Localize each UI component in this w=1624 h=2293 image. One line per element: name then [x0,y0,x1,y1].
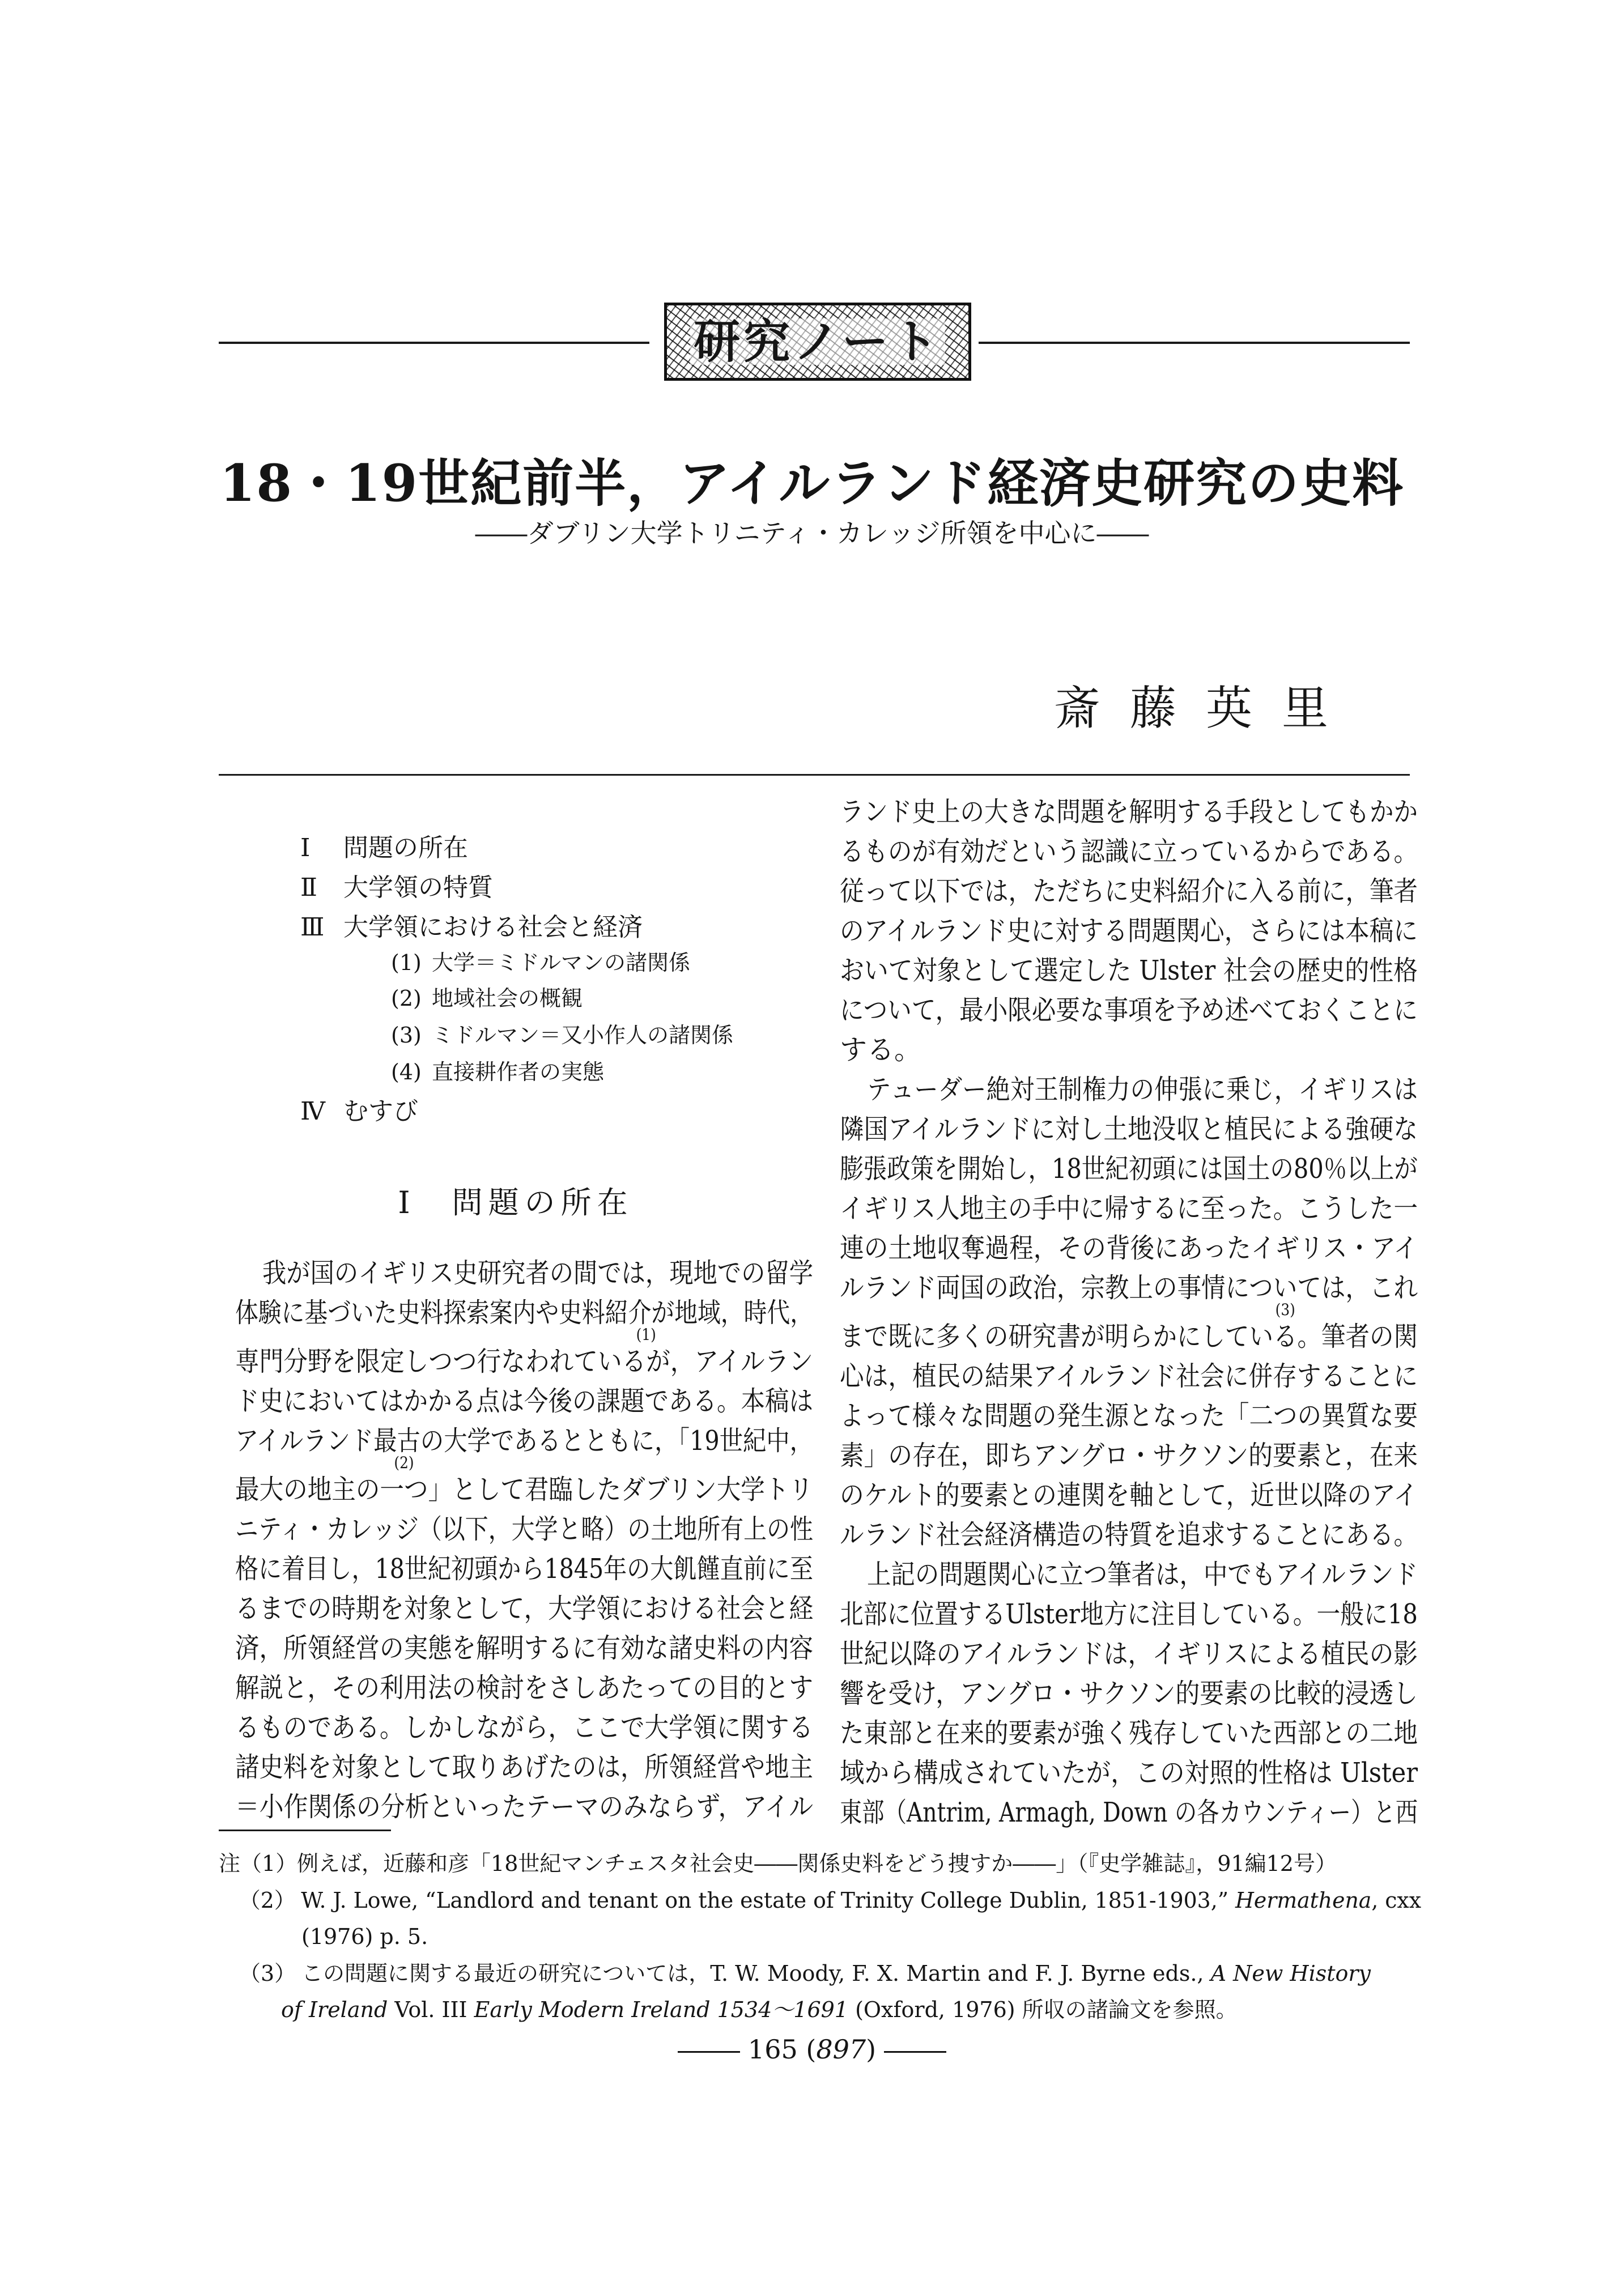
toc-number: Ⅳ [300,1097,325,1126]
text-line-content: 素」の存在，即ちアングロ・サクソン的要素と，在来 [840,1440,1418,1471]
text-line [840,1070,1418,1109]
footnote-label: （3） [239,1961,296,1986]
title-divider [219,774,1410,776]
note-anchor [1273,1300,1298,1356]
text-line [235,1509,813,1549]
text-segment: 」として君臨したダブリン大学トリ [428,1474,813,1505]
footnote-text: 例えば，近藤和彦「18世紀マンチェスタ社会史――関係史料をどう捜すか――」（『史学雑誌』，91編12号） [297,1851,1337,1876]
text-line [840,1515,1418,1555]
badge-label: 研究ノート [690,318,945,365]
text-line [235,1668,813,1708]
text-line-content: ＝小作関係の分析といったテーマのみならず，アイル [235,1791,813,1823]
section-badge [664,303,971,381]
footnote-2 [239,1882,1421,1918]
text-line-content: 格に着目し，18世紀初頭から1845年の大飢饉直前に至 [235,1553,813,1585]
text-line-content: のケルト的要素との連関を軸として，近世以降のアイ [840,1479,1418,1511]
body-column-left [235,1253,813,1827]
text-line-content [235,1325,813,1381]
text-line [840,1149,1418,1189]
text-line-content: 我が国のイギリス史研究者の間では，現地での留学 [262,1257,813,1289]
article-subtitle [215,513,1409,550]
text-line [235,1628,813,1668]
text-line-content: 域から構成されていたが，この対照的性格は Ulster [840,1757,1418,1789]
text-line [840,1030,1418,1070]
text-line [840,1436,1418,1475]
toc-label: むすび [343,1097,418,1126]
text-line [840,871,1418,911]
text-line [235,1293,813,1333]
text-line-content: する。 [840,1034,922,1066]
text-segment: ，アイルラン [670,1346,813,1377]
text-line-content: ランド史上の大きな問題を解明する手段としてもかか [840,796,1418,828]
text-line-content: について，最小限必要な事項を予め述べておくことに [840,994,1418,1026]
toc-number: Ⅱ [300,873,317,902]
text-segment: 最大の地主の [235,1474,380,1505]
footnote-marker[interactable]: (2) [394,1453,414,1472]
footnote-text: この問題に関する最近の研究については，T. W. Moody, F. X. Martin and F. J. Byrne eds., [301,1961,1211,1986]
toc-label: 地域社会の概観 [432,986,583,1011]
text-line-content: 従って以下では，ただちに史料紹介に入る前に，筆者 [840,875,1418,907]
footnote-text: (1976) p. 5. [301,1924,428,1949]
text-line [235,1421,813,1461]
text-line-content: 北部に位置するUlster地方に注目している。一般に18 [840,1598,1418,1630]
book-title: A New History [1210,1961,1371,1986]
text-line-content: ルランド社会経済構造の特質を追求することにある。 [840,1519,1418,1551]
article-title-text: 18・19世紀前半，アイルランド経済史研究の史料 [219,453,1405,513]
text-line [840,911,1418,951]
footnote-3 [239,1955,1421,1992]
text-line [840,1396,1418,1436]
text-line [235,1589,813,1628]
text-line [840,832,1418,871]
text-line [235,1708,813,1747]
dash-left [678,2051,740,2053]
page-number [0,2034,1624,2065]
text-line [840,1713,1418,1753]
text-line-content: ド史においてはかかる点は今後の課題である。本稿は [235,1385,813,1417]
text-line-content: 響を受け，アングロ・サクソン的要素の比較的浸透し [840,1678,1418,1709]
footnote-prefix: 注 [219,1851,241,1876]
toc-label: ミドルマン＝又小作人の諸関係 [432,1023,734,1048]
text-line-content: 心は，植民の結果アイルランド社会に併存することに [840,1360,1418,1392]
text-line-content: よって様々な問題の発生源となった「二つの異質な要 [840,1400,1418,1432]
footnote-label: （1） [240,1851,297,1876]
toc-label: 大学領における社会と経済 [343,913,643,942]
section-heading [340,1179,691,1222]
text-line [840,1555,1418,1594]
page-number-value: 165 [747,2034,798,2065]
text-line-content: るものである。しかしながら，ここで大学領に関する [235,1712,813,1743]
book-title: of Ireland [281,1997,388,2022]
paren: ) [866,2034,877,2065]
text-line-content: のアイルランド史に対する問題関心，さらには本稿に [840,915,1418,947]
author-name: 斎藤英里 [1054,682,1358,735]
text-line [235,1747,813,1787]
text-line-content: 隣国アイルランドに対し土地没収と植民による強硬な [840,1113,1418,1145]
text-line-content: 解説と，その利用法の検討をさしあたっての目的とす [235,1672,813,1704]
text-line-content [235,1453,813,1509]
text-line-content: るものが有効だという認識に立っているからである。 [840,836,1418,867]
section-heading-text: Ⅰ 問題の所在 [398,1185,634,1220]
footnote-text: , cxx [1371,1888,1421,1913]
text-line [235,1325,813,1381]
text-line [840,1109,1418,1149]
text-line [235,1253,813,1293]
dash-right [884,2051,946,2053]
text-line-content: 体験に基づいた史料探索案内や史料紹介が地域，時代， [235,1297,813,1329]
footnote-3-continued [281,1992,1421,2028]
toc-label: 問題の所在 [343,833,468,862]
text-line [840,990,1418,1030]
text-line-content: 連の土地収奪過程，その背後にあったイギリス・アイ [840,1232,1418,1264]
text-line-content: アイルランド最古の大学であるとともに，「19世紀中， [235,1425,813,1457]
book-subtitle: Early Modern Ireland 1534～1691 [474,1997,848,2022]
text-line-content: おいて対象として選定した Ulster 社会の歴史的性格 [840,955,1418,986]
toc-number: Ⅲ [300,913,325,942]
footnote-text: W. J. Lowe, “Landlord and tenant on the estate of Trinity College Dublin, 1851-1903,” [301,1888,1236,1913]
toc-number: (3) [391,1023,422,1048]
toc-number: (4) [391,1060,422,1084]
text-line [235,1549,813,1589]
text-line [840,951,1418,990]
journal-title: Hermathena [1235,1888,1372,1913]
volume-page-number: 897 [816,2034,866,2065]
text-line [840,1753,1418,1793]
footnote-label: （2） [239,1888,296,1913]
article-subtitle-text: ――ダブリン大学トリニティ・カレッジ所領を中心に―― [475,518,1149,548]
text-line [840,1674,1418,1713]
article-title [215,442,1409,516]
text-line-content: 上記の問題関心に立つ筆者は，中でもアイルランド [867,1559,1418,1590]
footnote-2-continued [301,1918,1421,1955]
text-segment: 一つ [380,1474,428,1505]
text-line-content: るまでの時期を対象として，大学領における社会と経 [235,1593,813,1624]
text-line [840,1268,1418,1308]
note-anchor [622,1325,670,1381]
text-line [840,792,1418,832]
text-segment: 。筆者の関 [1297,1321,1418,1352]
text-line [840,1475,1418,1515]
footnote-marker[interactable]: (1) [636,1325,656,1344]
text-line-content: 膨張政策を開始し，18世紀初頭には国土の80％以上が [840,1153,1418,1185]
text-line [840,1634,1418,1674]
header-rule-right [979,342,1410,344]
text-segment: まで既に多くの研究書が明らかにしてい [840,1321,1273,1352]
text-segment: る [1273,1321,1298,1352]
text-line-content: ニティ・カレッジ（以下，大学と略）の土地所有上の性 [235,1513,813,1545]
text-line [235,1787,813,1827]
toc-label: 直接耕作者の実態 [432,1060,605,1084]
text-line-content: イギリス人地主の手中に帰するに至った。こうした一 [840,1193,1418,1224]
toc-label: 大学＝ミドルマンの諸関係 [432,950,691,975]
text-line [840,1228,1418,1268]
text-segment: るが [622,1346,670,1377]
footnote-1 [219,1845,1421,1882]
paren: ( [806,2034,817,2065]
text-line-content: 東部（Antrim, Armagh, Down の各カウンティー）と西 [840,1797,1418,1828]
text-segment: 専門分野を限定しつつ行なわれてい [235,1346,622,1377]
note-anchor [380,1453,428,1509]
toc-number: Ⅰ [300,833,311,862]
body-column-right [840,792,1418,1832]
text-line-content [840,1300,1418,1356]
toc-number: (1) [391,950,422,975]
text-line-content: ルランド両国の政治，宗教上の事情については，これ [840,1272,1418,1304]
toc-number: (2) [391,986,422,1011]
text-line-content: 済，所領経営の実態を解明するに有効な諸史料の内容 [235,1632,813,1664]
text-line-content: テューダー絶対王制権力の伸張に乗じ，イギリスは [867,1074,1418,1105]
toc-label: 大学領の特質 [343,873,493,902]
text-line-content: 諸史料を対象として取りあげたのは，所領経営や地主 [235,1751,813,1783]
text-line [840,1356,1418,1396]
footnote-text: (Oxford, 1976) 所収の諸論文を参照。 [848,1997,1238,2022]
text-line [235,1381,813,1421]
text-line [840,1594,1418,1634]
text-line-content: た東部と在来的要素が強く残存していた西部との二地 [840,1717,1418,1749]
text-line [840,1300,1418,1356]
text-line [840,1793,1418,1832]
text-line [840,1189,1418,1228]
header-rule-left [219,342,649,344]
footnote-marker[interactable]: (3) [1275,1300,1295,1319]
text-line-content: 世紀以降のアイルランドは，イギリスによる植民の影 [840,1638,1418,1670]
footnote-text: Vol. III [388,1997,474,2022]
text-line [235,1453,813,1509]
footnote-rule [219,1830,391,1831]
